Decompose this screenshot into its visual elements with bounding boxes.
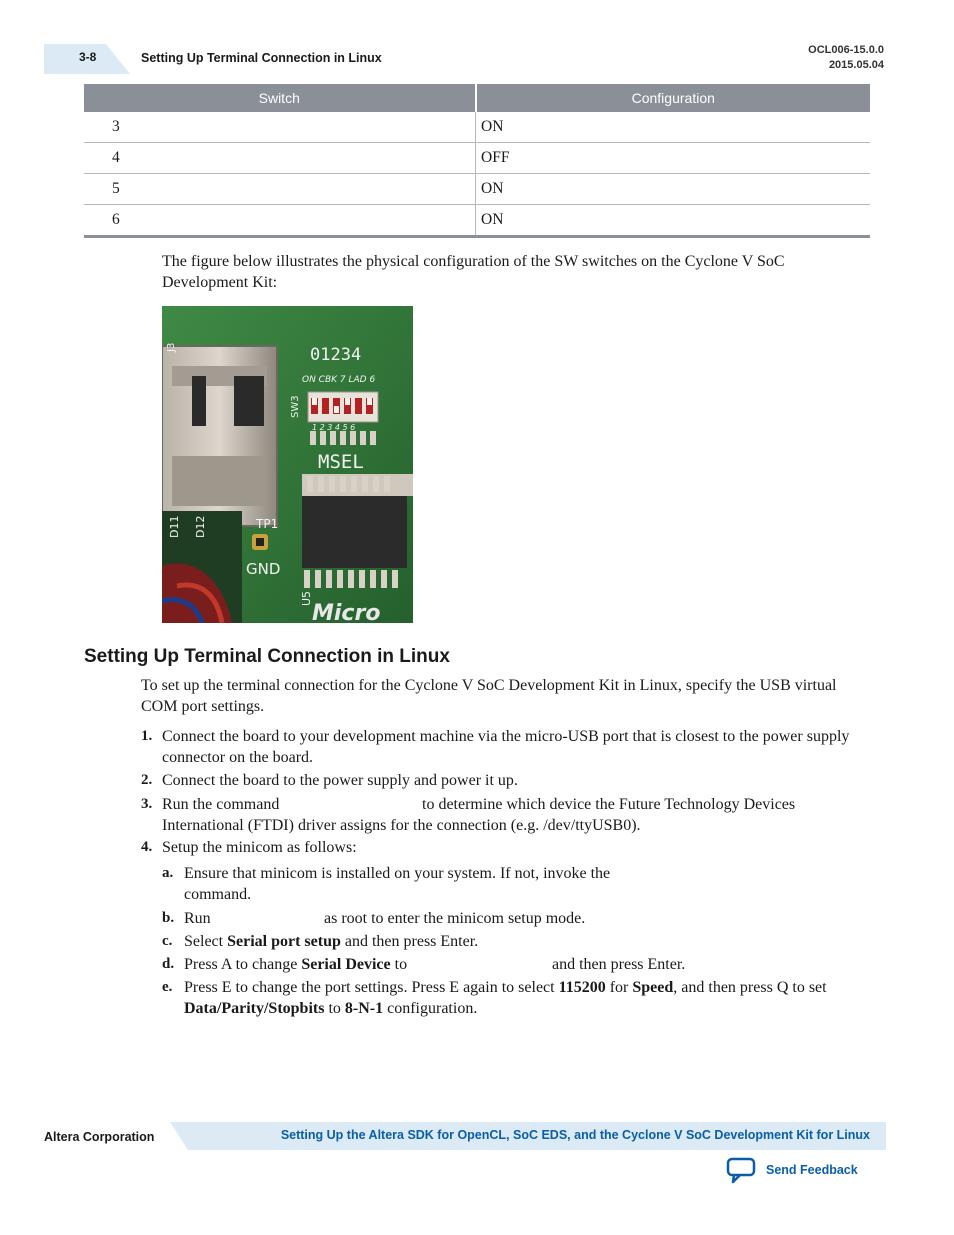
step-number: 3. <box>141 796 153 812</box>
section-heading: Setting Up Terminal Connection in Linux <box>84 646 450 667</box>
step-1-text: Connect the board to your development machine via the micro-USB port that is closest to the power supply connector on the board. <box>162 728 850 766</box>
substep-e-b4: 8-N-1 <box>344 1000 384 1017</box>
substep-a-text-2: command. <box>184 886 252 903</box>
substep-c-pre: Select <box>184 933 224 950</box>
substep-e-t1: Press E to change the port settings. Press E again to select <box>184 979 555 996</box>
silk-d12: D12 <box>194 515 207 538</box>
feedback-bubble-icon <box>726 1156 756 1184</box>
step-3-text-post: to determine which device the Future Technology Devices International (FTDI) driver assigns for the connection (e.g. /dev/ttyUSB0). <box>162 796 796 834</box>
substep-a-text: Ensure that minicom is installed on your system. If not, invoke the <box>184 865 611 882</box>
step-number: 1. <box>141 728 153 744</box>
table-row <box>84 205 870 237</box>
substep-letter: c. <box>162 933 173 949</box>
silk-micro-logo: Micro <box>312 601 381 623</box>
table-row <box>84 174 870 205</box>
doc-date: 2015.05.04 <box>828 59 884 71</box>
silk-u5: U5 <box>300 590 313 606</box>
col-header-configuration: Configuration <box>476 84 871 112</box>
header-section-title: Setting Up Terminal Connection in Linux <box>141 51 382 65</box>
silk-on-label: ON CBK 7 LAD 6 <box>302 375 376 385</box>
step-2-text: Connect the board to the power supply and power it up. <box>162 772 518 789</box>
substep-letter: e. <box>162 979 173 995</box>
silk-d11: D11 <box>168 515 181 538</box>
switch-config-table <box>84 84 870 238</box>
cell-switch: 4 <box>84 143 476 174</box>
section-intro-paragraph: To set up the terminal connection for the Cyclone V SoC Development Kit in Linux, specify the USB virtual COM port settings. <box>141 677 837 715</box>
substep-c-post: and then press Enter. <box>344 933 479 950</box>
silk-tp1: TP1 <box>256 517 279 531</box>
substep-letter: d. <box>162 956 175 972</box>
doc-id: OCL006-15.0.0 <box>808 44 884 56</box>
substep-d-text <box>184 954 484 975</box>
silk-sw3: SW3 <box>290 395 301 418</box>
substep-e-text <box>184 977 874 1019</box>
silk-gnd: GND <box>246 560 281 578</box>
substep-e-b2: Speed <box>632 979 674 996</box>
substep-d-post: and then press Enter. <box>552 956 686 973</box>
substep-e-t5: configuration. <box>387 1000 478 1017</box>
cell-switch: 3 <box>84 112 476 143</box>
step-number: 4. <box>141 839 153 855</box>
silk-switch-bottom-numbers: 1 2 3 4 5 6 <box>312 423 356 432</box>
table-row <box>84 143 870 174</box>
substep-d-bold: Serial Device <box>301 956 391 973</box>
footer-doc-title-link[interactable]: Setting Up the Altera SDK for OpenCL, SoC EDS, and the Cyclone V SoC Development Kit for Linux <box>280 1128 870 1142</box>
substep-e-t3: , and then press Q to set <box>673 979 827 996</box>
cell-switch: 5 <box>84 174 476 205</box>
cell-configuration: ON <box>476 112 871 143</box>
substep-letter: a. <box>162 865 174 881</box>
send-feedback-link[interactable] <box>726 1156 858 1184</box>
substep-b-text-pre: Run <box>184 910 211 927</box>
substep-e-t2: for <box>609 979 629 996</box>
cell-switch: 6 <box>84 205 476 237</box>
silk-j3: J3 <box>166 342 177 352</box>
cell-configuration: ON <box>476 174 871 205</box>
cell-configuration: ON <box>476 205 871 237</box>
substep-e-b1: 115200 <box>558 979 606 996</box>
substep-c-text <box>184 931 864 952</box>
substep-d-mid: to <box>394 956 408 973</box>
table-header-row <box>84 84 870 112</box>
figure-intro-paragraph: The figure below illustrates the physical configuration of the SW switches on the Cyclone V SoC Development Kit: <box>162 253 785 291</box>
step-4-text: Setup the minicom as follows: <box>162 839 357 856</box>
send-feedback-label: Send Feedback <box>766 1163 858 1177</box>
header-doc-info <box>808 43 884 73</box>
col-header-switch: Switch <box>84 84 476 112</box>
step-number: 2. <box>141 772 153 788</box>
substep-b-text-post: as root to enter the minicom setup mode. <box>324 910 586 927</box>
substep-letter: b. <box>162 910 175 926</box>
substep-c-bold: Serial port setup <box>227 933 341 950</box>
footer-company: Altera Corporation <box>44 1130 155 1144</box>
board-photo-drawing <box>162 306 413 623</box>
board-photo <box>162 306 413 623</box>
table-row <box>84 112 870 143</box>
page-number: 3-8 <box>79 50 97 64</box>
substep-e-b3: Data/Parity/Stopbits <box>184 1000 325 1017</box>
silk-msel: MSEL <box>318 451 364 473</box>
step-3-text-pre: Run the command <box>162 796 280 813</box>
substep-e-t4: to <box>328 1000 341 1017</box>
cell-configuration: OFF <box>476 143 871 174</box>
substep-d-pre: Press A to change <box>184 956 298 973</box>
silk-switch-numbers: 01234 <box>310 345 362 365</box>
